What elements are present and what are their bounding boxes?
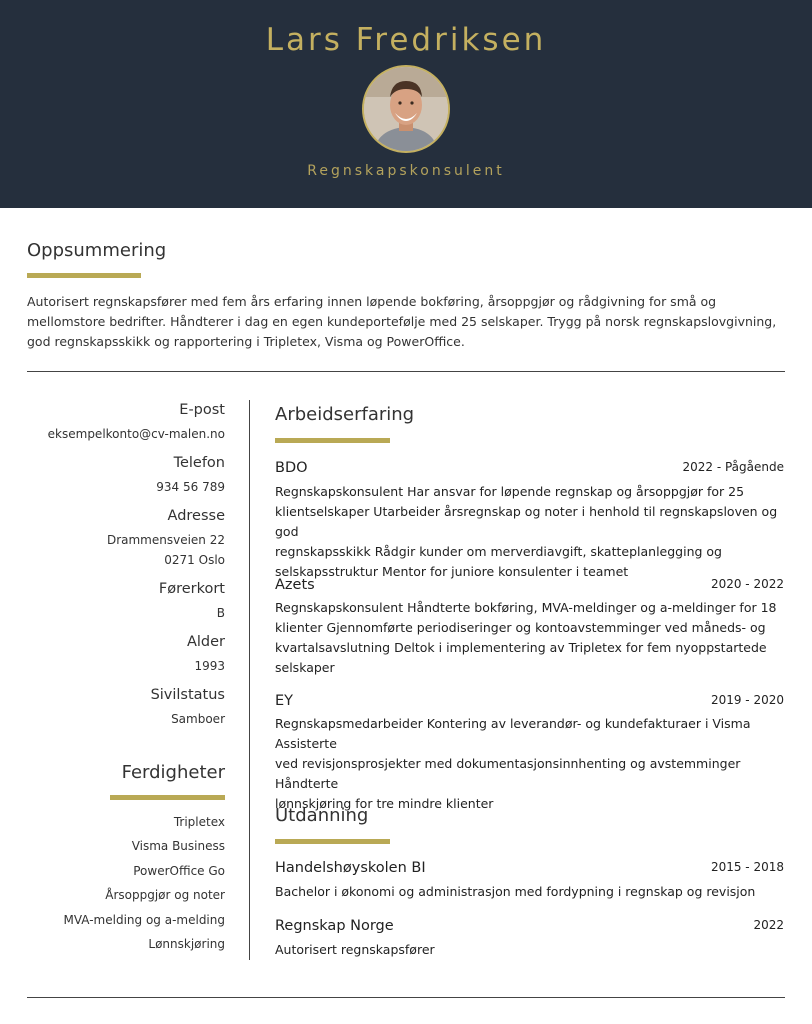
- job-description: [275, 598, 785, 678]
- column-divider: [249, 400, 250, 960]
- job-company: BDO: [275, 460, 308, 476]
- skills-title-underline: [110, 795, 225, 800]
- skill-item: Årsoppgjør og noter: [105, 888, 225, 902]
- education-title-underline: [275, 839, 390, 844]
- job-description-line: selskapsstruktur Mentor for juniore konsulenter i teamet: [275, 564, 629, 579]
- email-value: eksempelkonto@cv-malen.no: [47, 427, 225, 441]
- education-period: 2022: [753, 918, 784, 932]
- job-description-line: regnskapsskikk Rådgir kunder om merverdiavgift, skatteplanlegging og: [275, 544, 722, 559]
- job-period: 2022 - Pågående: [682, 460, 784, 474]
- cv-header: [0, 0, 812, 208]
- job-description-line: klienter Gjennomførte periodiseringer og kontoavstemminger ved måneds- og: [275, 620, 766, 635]
- age-label: Alder: [186, 634, 225, 650]
- education-title: Utdanning: [275, 805, 369, 826]
- candidate-role: Regnskapskonsulent: [307, 163, 505, 179]
- skills-title: Ferdigheter: [121, 762, 225, 783]
- experience-title-underline: [275, 438, 390, 443]
- candidate-name: Lars Fredriksen: [265, 22, 547, 58]
- address-line1: Drammensveien 22: [106, 533, 225, 547]
- job-period: 2019 - 2020: [710, 693, 784, 707]
- license-label: Førerkort: [158, 581, 225, 597]
- education-school: Handelshøyskolen BI: [275, 860, 426, 876]
- education-school: Regnskap Norge: [275, 918, 394, 934]
- email-label: E-post: [179, 402, 225, 418]
- experience-title: Arbeidserfaring: [275, 404, 415, 425]
- bottom-divider: [27, 997, 785, 998]
- age-value: 1993: [194, 659, 225, 673]
- summary-title: Oppsummering: [27, 240, 167, 261]
- job-company: EY: [275, 693, 294, 709]
- person-photo-icon: [362, 65, 450, 153]
- job-description-line: lønnskjøring for tre mindre klienter: [275, 796, 494, 811]
- phone-value: 934 56 789: [156, 480, 225, 494]
- job-company: Azets: [275, 577, 315, 593]
- summary-title-underline: [27, 273, 141, 278]
- phone-label: Telefon: [173, 455, 225, 471]
- civil-status-value: Samboer: [171, 712, 225, 726]
- job-description: [275, 714, 785, 814]
- skill-item: MVA-melding og a-melding: [63, 913, 225, 927]
- civil-status-label: Sivilstatus: [150, 687, 225, 703]
- job-description-line: selskaper: [275, 660, 335, 675]
- job-description-line: Regnskapsmedarbeider Kontering av leverandør- og kundefakturaer i Visma Assisterte: [275, 716, 751, 751]
- license-value: B: [216, 606, 225, 620]
- address-line2: 0271 Oslo: [164, 553, 225, 567]
- job-description-line: Regnskapskonsulent Har ansvar for løpende regnskap og årsoppgjør for 25: [275, 484, 745, 499]
- address-label: Adresse: [167, 508, 225, 524]
- job-description-line: ved revisjonsprosjekter med dokumentasjonsinnhenting og avstemminger Håndterte: [275, 756, 741, 791]
- job-description: [275, 482, 785, 582]
- summary-text: Autorisert regnskapsfører med fem års erfaring innen løpende bokføring, årsoppgjør og rådgivning for små og mellomstore bedrifter. Håndterer i dag en egen kundeportefølje med 25 selskaper. Trygg på norsk regnskapslovgivning, god regnskapsskikk og rapportering i Tripletex, Visma og PowerOffice.: [27, 294, 777, 349]
- skill-item: Lønnskjøring: [148, 937, 225, 951]
- education-detail: Autorisert regnskapsfører: [275, 942, 435, 957]
- job-period: 2020 - 2022: [710, 577, 784, 591]
- skill-item: Tripletex: [173, 815, 225, 829]
- job-description-line: klientselskaper Utarbeider årsregnskap og noter i henhold til regnskapsloven og god: [275, 504, 778, 539]
- education-period: 2015 - 2018: [710, 860, 784, 874]
- skill-item: Visma Business: [131, 839, 225, 853]
- skill-item: PowerOffice Go: [133, 864, 225, 878]
- education-detail: Bachelor i økonomi og administrasjon med fordypning i regnskap og revisjon: [275, 884, 756, 899]
- job-description-line: Regnskapskonsulent Håndterte bokføring, MVA-meldinger og a-meldinger for 18: [275, 600, 777, 615]
- top-divider: [27, 371, 785, 372]
- job-description-line: kvartalsavslutning Deltok i implementering av Tripletex for fem nyoppstartede: [275, 640, 767, 655]
